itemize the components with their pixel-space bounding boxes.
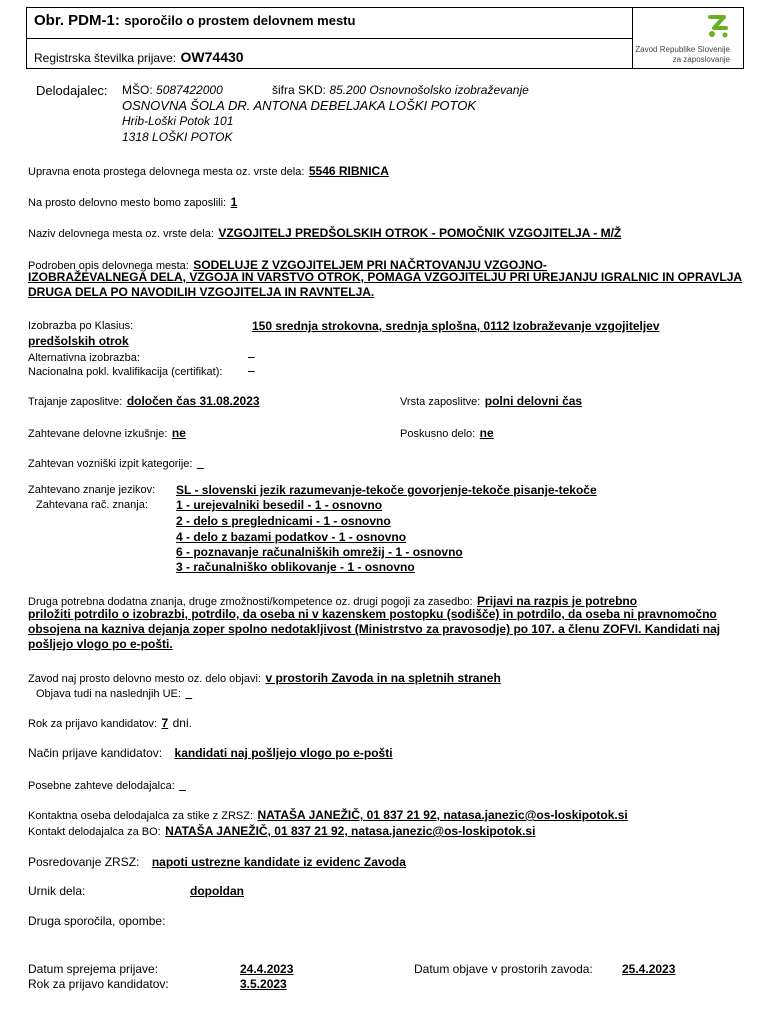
driving-value: _: [196, 456, 204, 470]
contact-bo-row: [28, 822, 535, 840]
duration-label: Trajanje zaposlitve:: [28, 396, 123, 408]
deadline-label: Rok za prijavo kandidatov:: [28, 718, 158, 730]
employer-street: Hrib-Loški Potok 101: [122, 114, 234, 128]
duration-value: določen čas 31.08.2023: [126, 394, 260, 408]
received-date-label: Datum sprejema prijave:: [28, 962, 159, 976]
employment-type-value: polni delovni čas: [484, 394, 583, 408]
eu-label: Objava tudi na naslednjih UE:: [36, 688, 181, 700]
count-value: 1: [230, 195, 238, 209]
deadline-days-value: 7: [161, 716, 169, 730]
computer-skill-item: 2 - delo s preglednicami - 1 - osnovno: [176, 514, 391, 528]
contact-bo-value: NATAŠA JANEŽIČ, 01 837 21 92, natasa.janezic@os-loskipotok.si: [165, 824, 536, 838]
employer-label: Delodajalec:: [36, 83, 108, 98]
alt-education-label: Alternativna izobrazba:: [28, 352, 140, 364]
special-label: Posebne zahteve delodajalca:: [28, 780, 175, 792]
contact-zrsz-value: NATAŠA JANEŽIČ, 01 837 21 92, natasa.janezic@os-loskipotok.si: [257, 808, 628, 822]
driving-label: Zahtevan vozniški izpit kategorije:: [28, 458, 193, 470]
deadline-row: [28, 714, 192, 732]
header-divider: [26, 38, 632, 39]
published-date-value: 25.4.2023: [622, 962, 676, 976]
special-row: [28, 776, 186, 794]
form-title: [34, 12, 355, 30]
form-title-text: sporočilo o prostem delovnem mestu: [124, 13, 356, 28]
description-continued: IZOBRAŽEVALNEGA DELA, VZGOJA IN VARSTVO OTROK, POMAGA VZGOJITELJU PRI UREJANJU IGRALNIC IN OPRAVLJA DRUGA DELA PO NAVODILIH VZGOJITELJA IN RAVNTELJA.: [28, 270, 743, 299]
employer-skd-row: [272, 83, 529, 97]
employer-mso-row: [122, 83, 223, 97]
count-label: Na prosto delovno mesto bomo zaposlili:: [28, 197, 227, 209]
npk-label: Nacionalna pokl. kvalifikacija (certifikat):: [28, 366, 223, 378]
experience-row: [28, 424, 186, 442]
computer-skill-item: 6 - poznavanje računalniških omrežij - 1 - osnovno: [176, 545, 463, 559]
skd-value: 85.200 Osnovnošolsko izobraževanje: [329, 83, 529, 97]
skd-label: šifra SKD:: [272, 83, 327, 97]
contact-bo-label: Kontakt delodajalca za BO:: [28, 826, 161, 838]
logo-line-2: za zaposlovanje: [672, 55, 730, 64]
education-value-continued: predšolskih otrok: [28, 334, 129, 348]
form-code: Obr. PDM-1:: [34, 12, 120, 29]
computer-skill-item: 1 - urejevalniki besedil - 1 - osnovno: [176, 498, 383, 512]
alt-education-value: _: [248, 345, 255, 359]
hours-value: dopoldan: [190, 884, 244, 898]
count-row: [28, 193, 237, 211]
duration-row: [28, 392, 260, 410]
deadline-unit: dni.: [172, 716, 192, 730]
computer-skills-label: Zahtevana rač. znanja:: [36, 499, 148, 511]
description-first-line: SODELUJE Z VZGOJITELJEM PRI NAČRTOVANJU VZGOJNO-: [193, 258, 547, 272]
footer-deadline-label: Rok za prijavo kandidatov:: [28, 977, 169, 991]
employment-type-label: Vrsta zaposlitve:: [400, 396, 481, 408]
employer-city: 1318 LOŠKI POTOK: [122, 130, 233, 144]
registration-number: OW74430: [180, 49, 244, 65]
admin-unit-label: Upravna enota prostega delovnega mesta oz. vrste dela:: [28, 166, 305, 178]
driving-row: [28, 454, 204, 472]
publish-value: v prostorih Zavoda in na spletnih straneh: [265, 671, 501, 685]
apply-value: kandidati naj pošljejo vlogo po e-pošti: [174, 746, 393, 760]
logo-caption: [635, 45, 730, 65]
admin-unit-value: 5546 RIBNICA: [308, 164, 389, 178]
hours-label: Urnik dela:: [28, 884, 86, 898]
received-date-value: 24.4.2023: [240, 962, 294, 976]
experience-value: ne: [171, 426, 186, 440]
published-date-label: Datum objave v prostorih zavoda:: [414, 962, 593, 976]
other-requirements-continued: priložiti potrdilo o izobrazbi, potrdilo, da oseba ni v kazenskem postopku (sodišče) in potrdilo, da oseba ni pravnomočno obsojena na kazniva dejanja zoper spolno nedotakljivost (Ministrstvo za pravosodje) po 107. a členu ZOFVI. Kandidati naj pošljejo vlogo po e-pošti.: [28, 607, 721, 651]
position-label: Naziv delovnega mesta oz. vrste dela:: [28, 228, 214, 240]
apply-row: [28, 744, 393, 762]
special-value: _: [179, 778, 186, 792]
trial-row: [400, 424, 494, 442]
header-vertical-divider: [632, 7, 633, 69]
zrsz-logo-icon: [706, 13, 730, 39]
eu-value: _: [185, 686, 193, 700]
education-label: Izobrazba po Klasius:: [28, 320, 134, 332]
apply-label: Način prijave kandidatov:: [28, 746, 163, 760]
languages-label: Zahtevano znanje jezikov:: [28, 484, 156, 496]
registration-row: [34, 49, 244, 67]
contact-zrsz-label: Kontaktna oseba delodajalca za stike z ZRSZ:: [28, 810, 254, 822]
registration-label: Registrska številka prijave:: [34, 51, 177, 65]
mediation-value: napoti ustrezne kandidate iz evidenc Zavoda: [151, 855, 406, 869]
other-requirements-first-line: Prijavi na razpis je potrebno: [477, 594, 638, 608]
mediation-row: [28, 853, 406, 871]
eu-row: [36, 684, 192, 702]
notes-label: Druga sporočila, opombe:: [28, 914, 166, 928]
npk-row: [28, 362, 222, 380]
experience-label: Zahtevane delovne izkušnje:: [28, 428, 168, 440]
trial-label: Poskusno delo:: [400, 428, 476, 440]
mediation-label: Posredovanje ZRSZ:: [28, 855, 140, 869]
publish-label: Zavod naj prosto delovno mesto oz. delo objavi:: [28, 673, 261, 685]
employment-type-row: [400, 392, 582, 410]
employer-name: OSNOVNA ŠOLA DR. ANTONA DEBELJAKA LOŠKI POTOK: [122, 98, 476, 113]
computer-skill-item: 4 - delo z bazami podatkov - 1 - osnovno: [176, 530, 407, 544]
npk-value: _: [248, 359, 255, 373]
education-value: 150 srednja strokovna, srednja splošna, 0112 Izobraževanje vzgojiteljev: [252, 319, 660, 333]
description-label: Podroben opis delovnega mesta:: [28, 260, 189, 272]
position-value: VZGOJITELJ PREDŠOLSKIH OTROK - POMOČNIK VZGOJITELJA - M/Ž: [218, 226, 622, 240]
mso-label: MŠO:: [122, 83, 153, 97]
mso-value: 5087422000: [156, 83, 223, 97]
trial-value: ne: [479, 426, 494, 440]
other-requirements-label: Druga potrebna dodatna znanja, druge zmožnosti/kompetence oz. drugi pogoji za zasedbo:: [28, 596, 473, 608]
logo-line-1: Zavod Republike Slovenije: [635, 45, 730, 54]
languages-value: SL - slovenski jezik razumevanje-tekoče govorjenje-tekoče pisanje-tekoče: [176, 483, 597, 497]
computer-skill-item: 3 - računalniško oblikovanje - 1 - osnovno: [176, 560, 415, 574]
footer-deadline-value: 3.5.2023: [240, 977, 287, 991]
position-row: [28, 224, 621, 242]
admin-unit-row: [28, 162, 389, 180]
